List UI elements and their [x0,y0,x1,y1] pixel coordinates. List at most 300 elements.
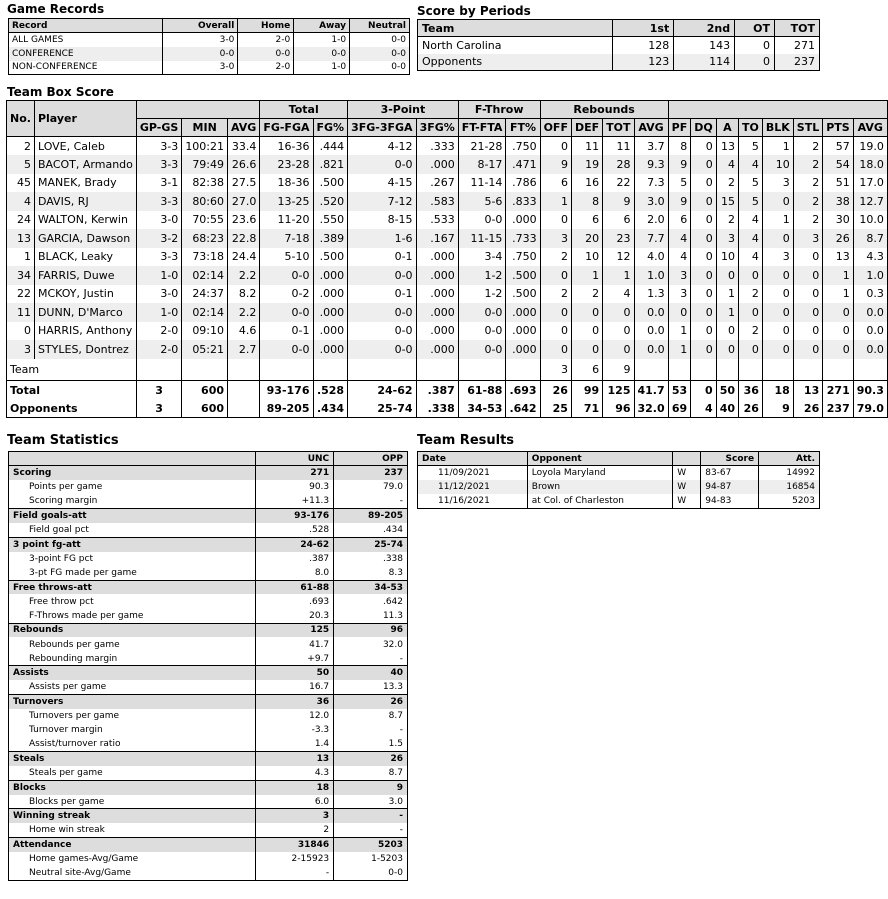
box-score-col-header: TOT [603,119,634,137]
player-cell: 0 [603,322,634,341]
stats-unc-value: 3 [256,809,334,823]
player-cell: 12.7 [853,192,887,211]
player-cell: 9 [668,192,691,211]
player-cell: 0 [691,174,716,193]
player-cell: 0 [762,303,793,322]
totals-cell: Opponents [7,399,137,418]
player-cell: 4 [739,229,763,248]
team-row-cell [458,359,506,381]
stats-unc-value: 271 [256,466,334,480]
player-cell: 2 [793,211,822,230]
team-statistics-header [9,452,408,466]
player-cell: 0 [793,303,822,322]
player-cell: 24 [7,211,35,230]
player-cell: 1 [823,266,854,285]
stats-sub-row [9,709,408,723]
player-cell: 2 [739,322,763,341]
player-cell: 18-36 [260,174,313,193]
player-cell: 82:38 [182,174,228,193]
team-row-cell [739,359,763,381]
game-records-col-header: Neutral [350,19,410,33]
player-cell: .821 [313,155,348,174]
player-cell: STYLES, Dontrez [34,340,136,359]
stats-unc-value: 125 [256,623,334,637]
player-cell: 3-0 [136,211,181,230]
stats-sub-label: Rebounding margin [9,652,256,666]
player-cell: 0 [762,285,793,304]
score-by-periods-header [418,20,820,37]
player-cell: 2 [793,137,822,156]
stats-group-label: Assists [9,666,256,680]
player-row [7,137,888,156]
results-row [418,466,820,480]
totals-cell: 50 [716,381,738,400]
stats-group-row [9,509,408,523]
stats-unc-value: .693 [256,594,334,608]
stats-sub-label: Points per game [9,480,256,494]
stats-sub-label: 3-pt FG made per game [9,566,256,580]
player-cell: 11-14 [458,174,506,193]
box-score-col-header: AVG [634,119,668,137]
player-cell: .000 [313,303,348,322]
player-cell: 0-0 [458,303,506,322]
player-cell: 1.0 [634,266,668,285]
stats-unc-value: 2 [256,823,334,837]
player-cell: 0 [691,285,716,304]
results-cell: W [673,480,701,494]
player-cell: 3-3 [136,155,181,174]
team-results-header [418,452,820,466]
score-col-header: TOT [775,20,820,37]
player-cell: 4 [668,229,691,248]
player-cell: 21-28 [458,137,506,156]
team-results-title: Team Results [417,433,515,448]
player-cell: 3-4 [458,248,506,267]
results-col-header [673,452,701,466]
totals-cell: 53 [668,381,691,400]
stats-group-row [9,780,408,794]
stats-opp-value: 13.3 [334,680,408,694]
stats-opp-value: 3.0 [334,795,408,809]
stats-sub-row [9,766,408,780]
stats-sub-row [9,566,408,580]
totals-cell: 36 [739,381,763,400]
stats-sub-label: Rebounds per game [9,637,256,651]
player-cell: 0 [762,192,793,211]
results-col-header: Att. [759,452,820,466]
stats-opp-value: 40 [334,666,408,680]
score-col-header: 1st [613,20,674,37]
stats-unc-value: 93-176 [256,509,334,523]
team-statistics-body [9,466,408,881]
box-score-col-header: FT% [506,119,540,137]
stats-opp-value: 26 [334,752,408,766]
player-cell: 0 [540,340,571,359]
player-cell: 5 [739,192,763,211]
player-cell: 80:60 [182,192,228,211]
stats-opp-value: 8.7 [334,709,408,723]
game-records-body [9,33,410,75]
player-cell: 0 [540,303,571,322]
player-cell: 23 [603,229,634,248]
player-cell: 0 [691,229,716,248]
totals-cell: 26 [540,381,571,400]
player-cell: 9 [668,155,691,174]
player-cell: .000 [506,211,540,230]
table-cell: 2-0 [238,33,294,47]
player-cell: 16-36 [260,137,313,156]
player-cell: 2 [793,155,822,174]
player-cell: 24:37 [182,285,228,304]
table-cell: North Carolina [418,37,613,54]
game-records-table [8,18,410,75]
player-cell: 13 [7,229,35,248]
game-records-title: Game Records [7,2,105,16]
totals-cell: 271 [823,381,854,400]
player-cell: 10 [716,248,738,267]
score-col-header: OT [735,20,775,37]
player-cell: 0 [668,303,691,322]
team-row-cell [716,359,738,381]
player-cell: 0 [762,322,793,341]
player-cell: DUNN, D'Marco [34,303,136,322]
player-cell: 1 [668,340,691,359]
player-row [7,285,888,304]
player-cell: 73:18 [182,248,228,267]
player-cell: 19 [571,155,602,174]
stats-sub-row [9,609,408,623]
player-cell: 0 [739,340,763,359]
stats-unc-value: .387 [256,552,334,566]
results-cell: 11/09/2021 [418,466,528,480]
stats-unc-value: - [256,866,334,880]
table-cell: 0-0 [350,61,410,75]
player-cell: 0-1 [260,322,313,341]
player-cell: 4 [739,248,763,267]
totals-cell: 34-53 [458,399,506,418]
stats-sub-row [9,723,408,737]
player-cell: 57 [823,137,854,156]
stats-group-label: Blocks [9,780,256,794]
player-cell: 1 [823,285,854,304]
results-col-header: Date [418,452,528,466]
totals-cell: 600 [182,381,228,400]
stats-opp-value: 0-0 [334,866,408,880]
player-cell: .550 [313,211,348,230]
group-blank-2 [668,101,887,119]
player-cell: 7.7 [634,229,668,248]
player-cell: 2.2 [228,266,260,285]
player-cell: 6 [668,211,691,230]
stats-group-label: Free throws-att [9,580,256,594]
player-cell: 0 [762,229,793,248]
player-cell: 16 [571,174,602,193]
player-cell: 4 [716,155,738,174]
stats-unc-value: 50 [256,666,334,680]
team-row-cell [634,359,668,381]
player-cell: 0.0 [634,322,668,341]
player-cell: 5 [7,155,35,174]
team-row-cell [691,359,716,381]
stats-unc-value: 20.3 [256,609,334,623]
stats-opp-value: .338 [334,552,408,566]
stats-opp-value: .642 [334,594,408,608]
player-cell: 0 [823,303,854,322]
table-cell: 0 [735,37,775,54]
player-cell: 4.3 [853,248,887,267]
stats-opp-value: 237 [334,466,408,480]
player-row [7,248,888,267]
table-cell: 0-0 [350,33,410,47]
table-cell: CONFERENCE [9,47,163,61]
player-cell: .500 [506,266,540,285]
player-cell: 3-0 [136,285,181,304]
player-cell: BACOT, Armando [34,155,136,174]
stats-opp-value: 79.0 [334,480,408,494]
col-player: Player [34,101,136,137]
team-row-cell: 6 [571,359,602,381]
player-cell: .000 [313,266,348,285]
stats-unc-value: 18 [256,780,334,794]
totals-cell: 4 [691,399,716,418]
player-cell: WALTON, Kerwin [34,211,136,230]
player-cell: 5-6 [458,192,506,211]
box-score-col-header: OFF [540,119,571,137]
stats-group-label: Field goals-att [9,509,256,523]
table-cell: 1-0 [294,33,350,47]
table-cell: 3-0 [162,33,238,47]
player-cell: 27.5 [228,174,260,193]
team-row-cell: Team [7,359,137,381]
table-cell: 2-0 [238,61,294,75]
totals-cell: 25-74 [348,399,416,418]
player-cell: .000 [506,322,540,341]
player-cell: 0 [691,322,716,341]
player-cell: 3 [7,340,35,359]
team-row-cell [823,359,854,381]
stats-sub-label: Home win streak [9,823,256,837]
totals-cell: 41.7 [634,381,668,400]
player-cell: 1 [571,266,602,285]
player-cell: 0 [540,137,571,156]
player-cell: 8-15 [348,211,416,230]
player-cell: 2 [793,174,822,193]
player-cell: 30 [823,211,854,230]
player-cell: .520 [313,192,348,211]
stats-col-header: OPP [334,452,408,466]
stats-sub-row [9,852,408,866]
player-cell: 26 [823,229,854,248]
player-cell: 12 [603,248,634,267]
player-cell: 0-0 [348,322,416,341]
player-cell: .000 [506,340,540,359]
player-cell: BLACK, Leaky [34,248,136,267]
team-row-cell [313,359,348,381]
table-cell: 143 [674,37,735,54]
results-col-header: Score [701,452,759,466]
stats-group-row [9,580,408,594]
player-cell: 0 [793,340,822,359]
player-cell: 0 [7,322,35,341]
player-cell: 02:14 [182,266,228,285]
results-cell: 5203 [759,494,820,508]
totals-cell: 61-88 [458,381,506,400]
stats-sub-row [9,823,408,837]
player-cell: 3 [668,285,691,304]
player-cell: 13 [823,248,854,267]
player-cell: 3.0 [634,192,668,211]
player-cell: 0 [691,155,716,174]
player-cell: 8.7 [853,229,887,248]
player-cell: 9 [603,192,634,211]
player-cell: 2.7 [228,340,260,359]
stats-opp-value: 5203 [334,838,408,852]
player-row [7,192,888,211]
player-cell: 1 [762,211,793,230]
player-cell: 9 [540,155,571,174]
player-cell: 23.6 [228,211,260,230]
player-cell: 0-0 [348,266,416,285]
player-cell: 2-0 [136,322,181,341]
totals-cell: .338 [416,399,458,418]
score-col-header: 2nd [674,20,735,37]
stats-sub-label: Turnover margin [9,723,256,737]
player-cell: MANEK, Brady [34,174,136,193]
team-statistics-table [8,451,408,881]
totals-cell: 71 [571,399,602,418]
player-cell: 4 [7,192,35,211]
player-cell: .500 [313,248,348,267]
player-cell: 0 [691,137,716,156]
stats-group-row [9,695,408,709]
results-cell: Brown [527,480,672,494]
box-score-col-header: 3FG-3FGA [348,119,416,137]
player-cell: HARRIS, Anthony [34,322,136,341]
player-cell: 0-1 [348,248,416,267]
player-cell: 10.0 [853,211,887,230]
player-row [7,155,888,174]
player-cell: .733 [506,229,540,248]
player-cell: 6 [603,211,634,230]
player-cell: 13 [716,137,738,156]
stats-unc-value: +9.7 [256,652,334,666]
team-row-cell [416,359,458,381]
player-cell: .000 [506,303,540,322]
player-cell: 1 [668,322,691,341]
stats-unc-value: 12.0 [256,709,334,723]
stats-opp-value: 96 [334,623,408,637]
player-cell: 09:10 [182,322,228,341]
player-cell: 1-0 [136,303,181,322]
totals-cell: 93-176 [260,381,313,400]
player-cell: 8-17 [458,155,506,174]
player-row [7,229,888,248]
player-cell: 2 [716,174,738,193]
stats-opp-value: - [334,652,408,666]
player-cell: 4.0 [634,248,668,267]
stats-group-label: Scoring [9,466,256,480]
box-score-body [7,137,888,418]
stats-sub-label: Assists per game [9,680,256,694]
player-cell: 26.6 [228,155,260,174]
totals-cell: 9 [762,399,793,418]
totals-cell: 96 [603,399,634,418]
results-col-header: Opponent [527,452,672,466]
box-score-col-header: FT-FTA [458,119,506,137]
player-cell: 11-15 [458,229,506,248]
player-cell: 4 [739,211,763,230]
stats-sub-row [9,494,408,508]
stats-unc-value: 4.3 [256,766,334,780]
player-cell: 0 [571,303,602,322]
stats-sub-row [9,652,408,666]
player-cell: 2.0 [634,211,668,230]
table-row [9,47,410,61]
stats-sub-label: Steals per game [9,766,256,780]
player-cell: 0 [793,248,822,267]
player-cell: LOVE, Caleb [34,137,136,156]
player-cell: 6 [571,211,602,230]
stats-group-row [9,838,408,852]
stats-sub-row [9,594,408,608]
box-score-col-header: FG-FGA [260,119,313,137]
totals-row [7,381,888,400]
player-cell: 2-0 [136,340,181,359]
player-cell: 0 [793,322,822,341]
player-cell: 3 [793,229,822,248]
totals-cell: 18 [762,381,793,400]
stats-col-header [9,452,256,466]
player-cell: 05:21 [182,340,228,359]
player-cell: 11 [603,137,634,156]
player-cell: .833 [506,192,540,211]
player-cell: 0-0 [260,340,313,359]
stats-unc-value: 2-15923 [256,852,334,866]
table-cell: Opponents [418,54,613,71]
team-row-cell: 3 [540,359,571,381]
player-cell: 3 [716,229,738,248]
player-cell: 4-15 [348,174,416,193]
player-cell: .000 [416,340,458,359]
player-cell: 3 [668,266,691,285]
stats-unc-value: 8.0 [256,566,334,580]
player-cell: 4 [668,248,691,267]
player-cell: 27.0 [228,192,260,211]
player-cell: 0-0 [348,303,416,322]
stats-sub-row [9,637,408,651]
player-cell: .389 [313,229,348,248]
player-cell: 1 [7,248,35,267]
totals-cell: 237 [823,399,854,418]
stats-unc-value: +11.3 [256,494,334,508]
stats-opp-value: 1-5203 [334,852,408,866]
player-row [7,303,888,322]
player-cell: .583 [416,192,458,211]
player-cell: 4.6 [228,322,260,341]
player-cell: 0 [762,340,793,359]
player-cell: 0-2 [260,285,313,304]
box-score-col-header: 3FG% [416,119,458,137]
box-score-col-header: DEF [571,119,602,137]
player-cell: 5-10 [260,248,313,267]
player-cell: .750 [506,137,540,156]
score-by-periods-body [418,37,820,71]
team-row-cell [348,359,416,381]
box-score-col-header: GP-GS [136,119,181,137]
stats-unc-value: 24-62 [256,537,334,551]
player-cell: 0 [540,211,571,230]
stats-opp-value: 11.3 [334,609,408,623]
